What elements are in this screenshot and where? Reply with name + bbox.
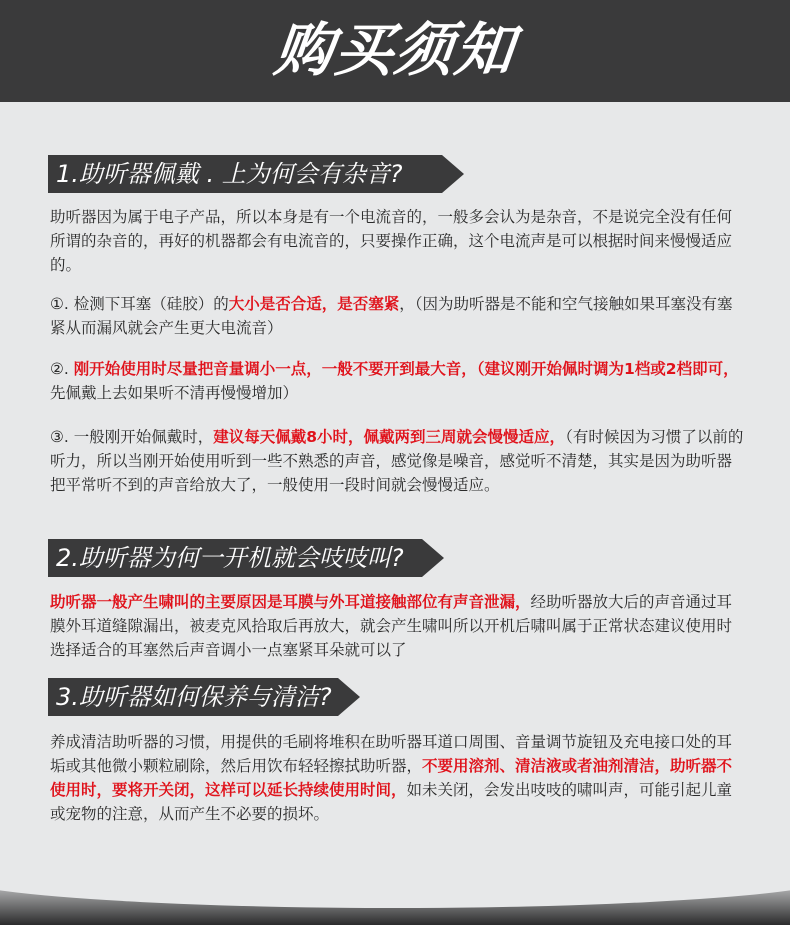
item-2-text-pre: ②. xyxy=(50,360,74,378)
page-title: 购买须知 xyxy=(271,16,519,84)
bottom-shadow-decoration xyxy=(0,868,790,925)
item-1-text-post: ，（因为助听器是不能和空气接触如果耳塞没有塞紧从而漏风就会产生更大电流音） xyxy=(50,295,733,337)
item-3-text-post: （有时候因为习惯了以前的听力，所以当刚开始使用听到一些不熟悉的声音，感觉像是噪音，感觉听不清楚，其实是因为助听器把平常听不到的声音给放大了，一般使用一段时间就会慢慢适应。 xyxy=(50,428,744,494)
section-3-header xyxy=(48,678,464,716)
item-3-text-pre: ③. 一般刚开始佩戴时， xyxy=(50,428,214,446)
section-1-header xyxy=(48,155,464,193)
bottom-shadow-curve xyxy=(0,838,790,908)
section-1-item-2 xyxy=(50,357,746,405)
item-2-text-post: 先佩戴上去如果听不清再慢慢增加） xyxy=(50,384,299,402)
item-2-highlight: 刚开始使用时尽量把音量调小一点，一般不要开到最大音，（建议刚开始佩时调为1档或2档即可， xyxy=(73,360,739,378)
item-3-highlight: 建议每天佩戴8小时，佩戴两到三周就会慢慢适应， xyxy=(213,428,566,446)
section-1-item-1 xyxy=(50,292,746,340)
section-1-item-3 xyxy=(50,425,746,497)
item-1-highlight: 大小是否合适，是否塞紧 xyxy=(228,295,400,313)
section-2-title: 2.助听器为何一开机就会吱吱叫? xyxy=(56,544,404,572)
section-2-text: 经助听器放大后的声音通过耳膜外耳道缝隙漏出，被麦克风拾取后再放大，就会产生啸叫所以开机后啸叫属于正常状态建议使用时选择适合的耳塞然后声音调小一点塞紧耳朵就可以了 xyxy=(50,593,733,659)
section-1-intro: 助听器因为属于电子产品，所以本身是有一个电流音的，一般多会认为是杂音，不是说完全没有任何所谓的杂音的，再好的机器都会有电流音的，只要操作正确，这个电流声是可以根据时间来慢慢适应的。 xyxy=(50,208,733,274)
section-2-highlight: 助听器一般产生啸叫的主要原因是耳膜与外耳道接触部位有声音泄漏， xyxy=(50,593,531,611)
section-2-header xyxy=(48,539,464,577)
section-3-text-pre: 养成清洁助听器的习惯，用提供的毛刷将堆积在助听器耳道口周围、音量调节旋钮及充电接口处的耳垢或其他微小颗粒刷除，然后用饮布轻轻擦拭助听器， xyxy=(50,733,733,775)
section-3-title: 3.助听器如何保养与清洁? xyxy=(56,683,332,711)
item-1-text-pre: ①. 检测下耳塞（硅胶）的 xyxy=(50,295,229,313)
section-2-body xyxy=(50,590,746,662)
section-1-title: 1.助听器佩戴 . 上为何会有杂音? xyxy=(56,160,403,188)
section-3-text-post: 如未关闭，会发出吱吱的啸叫声，可能引起儿童或宠物的注意，从而产生不必要的损坏。 xyxy=(50,781,733,823)
section-3-highlight: 不要用溶剂、清洁液或者油剂清洁，助听器不使用时，要将开关闭，这样可以延长持续使用时间， xyxy=(50,757,733,799)
section-3-body xyxy=(50,730,746,826)
